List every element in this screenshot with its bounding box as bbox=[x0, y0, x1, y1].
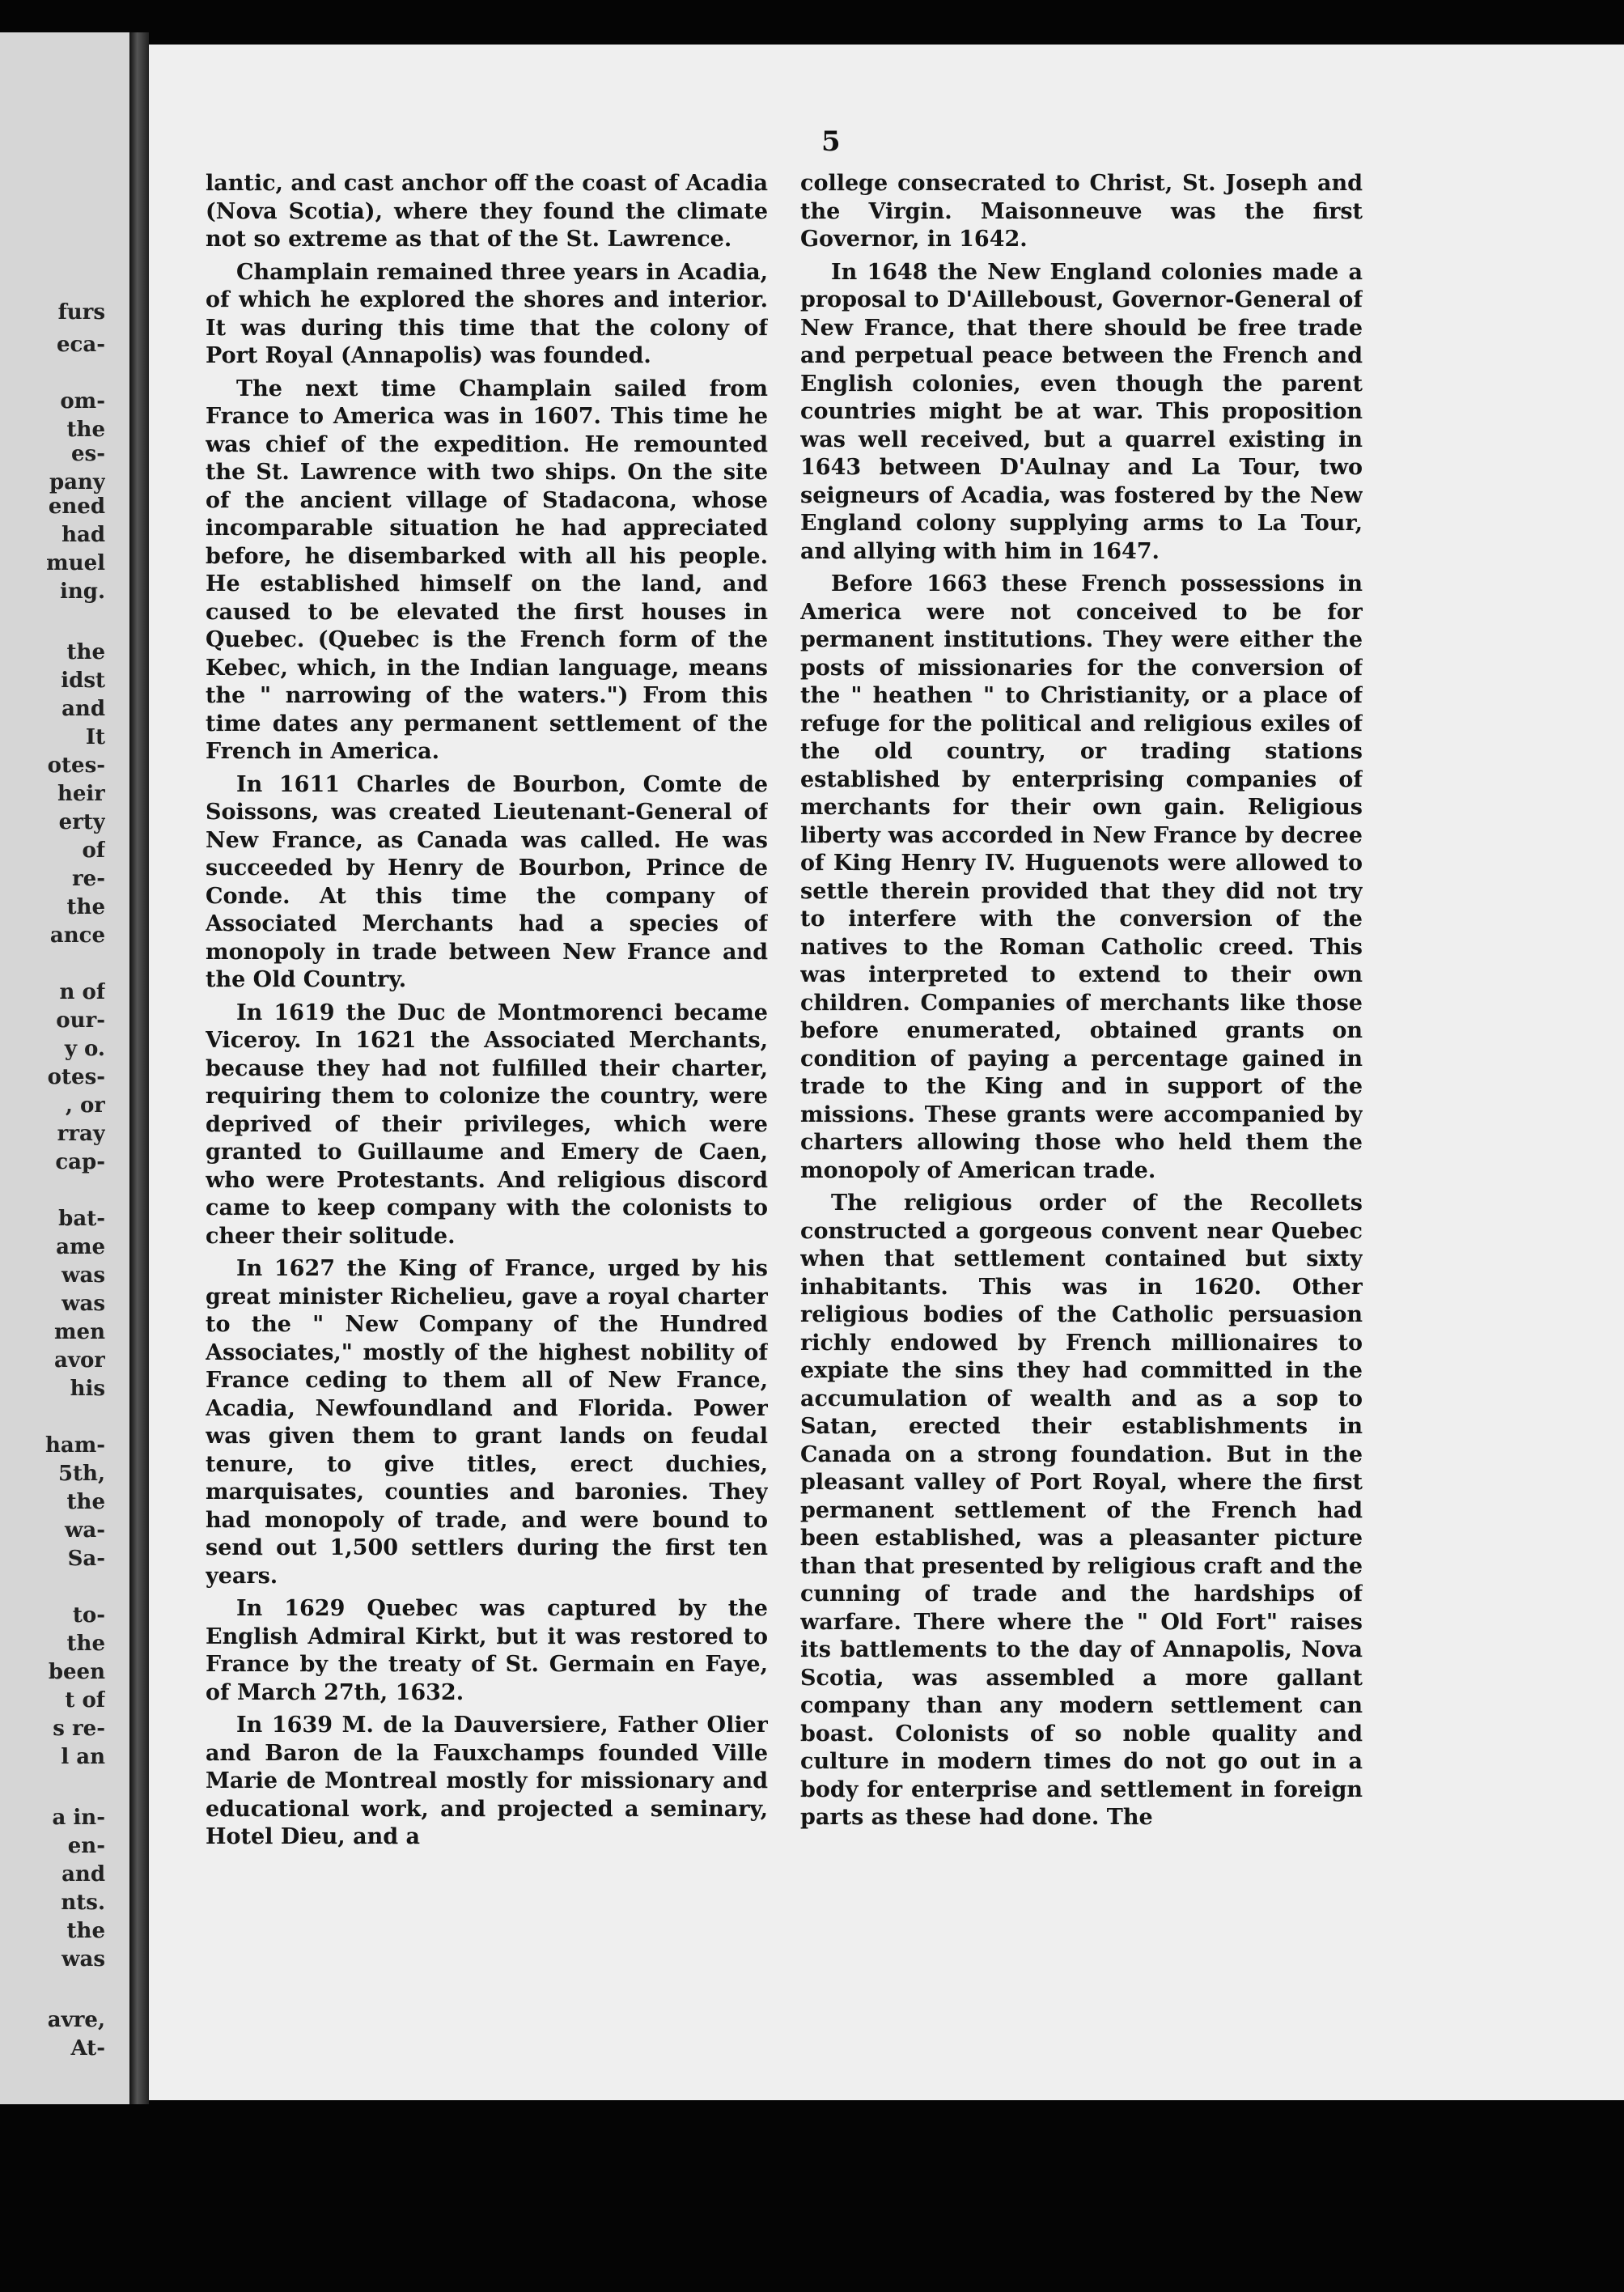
facing-page-text-fragment: es- bbox=[71, 442, 105, 466]
facing-page-text-fragment: ham- bbox=[45, 1433, 105, 1458]
facing-page-text-fragment: n of bbox=[59, 980, 105, 1004]
right-text-column bbox=[800, 170, 1363, 1991]
facing-page-text-fragment: was bbox=[61, 1947, 105, 1972]
facing-page-text-fragment: ened bbox=[48, 494, 105, 519]
facing-page-text-fragment: the bbox=[66, 640, 105, 664]
facing-page-text-fragment: the bbox=[66, 1919, 105, 1943]
facing-page-text-fragment: idst bbox=[61, 668, 105, 693]
facing-page-text-fragment: our- bbox=[56, 1008, 105, 1033]
page-number: 5 bbox=[821, 125, 841, 158]
facing-page-text-fragment: the bbox=[66, 895, 105, 919]
facing-page-text-fragment: avre, bbox=[47, 2008, 105, 2032]
facing-page-text-fragment: his bbox=[70, 1377, 105, 1401]
paragraph: The next time Champlain sailed from France to America was in 1607. This time he was chief of the expedition. He remounted the St. Lawrence with two ships. On the site of the ancient village of Stadacona, whose incomparable situation he had appreciated before, he disembarked with all his people. He established himself on the land, and caused to be elevated the first houses in Quebec. (Quebec is the French form of the Kebec, which, in the Indian language, means the " narrowing of the waters.") From this time dates any permanent settlement of the French in America. bbox=[206, 376, 768, 764]
facing-page-text-fragment: om- bbox=[60, 389, 105, 414]
facing-page-text-fragment: bat- bbox=[58, 1207, 105, 1231]
facing-page-text-fragment: It bbox=[85, 725, 105, 749]
facing-page-text-fragment: en- bbox=[67, 1834, 105, 1858]
facing-page-text-fragment: , or bbox=[65, 1093, 105, 1118]
paragraph: In 1648 the New England colonies made a proposal to D'Ailleboust, Governor-General of New France, that there should be free trade and perpetual peace between the French and English colonies, even though the parent countries might be at war. This proposition was well received, but a quarrel existing in 1643 between D'Aulnay and La Tour, two seigneurs of Acadia, was fostered by the New England colony supplying arms to La Tour, and allying with him in 1647. bbox=[800, 259, 1363, 564]
document-page bbox=[149, 45, 1624, 2100]
paragraph: lantic, and cast anchor off the coast of Acadia (Nova Scotia), where they found the climate not so extreme as that of the St. Lawrence. bbox=[206, 171, 768, 252]
facing-page-text-fragment: otes- bbox=[47, 753, 105, 778]
facing-page-text-fragment: l an bbox=[61, 1745, 105, 1769]
book-gutter bbox=[129, 32, 149, 2104]
facing-page-text-fragment: ance bbox=[49, 923, 105, 948]
facing-page-text-fragment: Sa- bbox=[67, 1547, 105, 1571]
facing-page-text-fragment: ame bbox=[56, 1235, 105, 1259]
paragraph: Before 1663 these French possessions in America were not conceived to be for permanent institutions. They were either the posts of missionaries for the conversion of the " heathen " to Christianity, or a place of refuge for the political and religious exiles of the old country, or trading stations established by enterprising companies of merchants for their own gain. Religious liberty was accorded in New France by decree of King Henry IV. Huguenots were allowed to settle therein provided that they did not try to interfere with the conversion of the natives to the Roman Catholic creed. This was interpreted to extend to their own children. Companies of merchants like those before enumerated, obtained grants on condition of paying a percentage gained in trade to the King and in support of the missions. These grants were accompanied by charters allowing those who held them the monopoly of American trade. bbox=[800, 571, 1363, 1183]
facing-page-text-fragment: pany bbox=[49, 470, 105, 494]
facing-page-text-fragment: heir bbox=[57, 782, 105, 806]
facing-page-text-fragment: was bbox=[61, 1263, 105, 1288]
paragraph: In 1611 Charles de Bourbon, Comte de Soissons, was created Lieutenant-General of New France, as Canada was called. He was succeeded by Henry de Bourbon, Prince de Conde. At this time the company of Associated Merchants had a species of monopoly in trade between New France and the Old Country. bbox=[206, 771, 768, 992]
facing-page-text-fragment: avor bbox=[54, 1348, 105, 1373]
paragraph: In 1619 the Duc de Montmorenci became Viceroy. In 1621 the Associated Merchants, because they had not fulfilled their charter, requiring them to colonize the country, were deprived of their privileges, which were granted to Guillaume and Emery de Caen, who were Protestants. And religious discord came to keep company with the colonists to cheer their solitude. bbox=[206, 1000, 768, 1249]
facing-page-text-fragment: s re- bbox=[53, 1717, 105, 1741]
facing-page-text-fragment: the bbox=[66, 418, 105, 442]
left-text-column bbox=[206, 170, 768, 1991]
facing-page-text-fragment: At- bbox=[70, 2036, 105, 2061]
facing-page-text-fragment: 5th, bbox=[57, 1462, 105, 1486]
paragraph: Champlain remained three years in Acadia, of which he explored the shores and interior. It was during this time that the colony of Port Royal (Annapolis) was founded. bbox=[206, 259, 768, 368]
facing-page-text-fragment: rray bbox=[57, 1122, 105, 1146]
facing-page-text-fragment: men bbox=[54, 1320, 105, 1344]
facing-page-text-fragment: cap- bbox=[55, 1150, 105, 1174]
facing-page-text-fragment: and bbox=[61, 1862, 105, 1887]
facing-page-text-fragment: nts. bbox=[61, 1891, 105, 1915]
paragraph: college consecrated to Christ, St. Joseph and the Virgin. Maisonneuve was the first Governor, in 1642. bbox=[800, 171, 1363, 252]
facing-page-text-fragment: the bbox=[66, 1490, 105, 1514]
facing-page-text-fragment: was bbox=[61, 1292, 105, 1316]
facing-page-text-fragment: furs bbox=[57, 300, 105, 325]
facing-page-text-fragment: of bbox=[82, 838, 105, 863]
facing-page-text-fragment: ing. bbox=[59, 579, 105, 604]
paragraph: In 1639 M. de la Dauversiere, Father Olier and Baron de la Fauxchamps founded Ville Marie de Montreal mostly for missionary and educational work, and projected a seminary, Hotel Dieu, and a bbox=[206, 1713, 768, 1849]
facing-page-text-fragment: t of bbox=[65, 1688, 105, 1713]
facing-page-text-fragment: otes- bbox=[47, 1065, 105, 1089]
paragraph: The religious order of the Recollets constructed a gorgeous convent near Quebec when that settlement contained but sixty inhabitants. This was in 1620. Other religious bodies of the Catholic persuasion richly endowed by French millionaires to expiate the sins they had committed in the accumulation of wealth and as a sop to Satan, erected their establishments in Canada on a strong foundation. But in the pleasant valley of Port Royal, where the first permanent settlement of the French had been established, was a pleasanter picture than that presented by religious craft and the cunning of trade and the hardships of warfare. There where the " Old Fort" raises its battlements to the day of Annapolis, Nova Scotia, was assembled a more gallant company than any modern settlement can boast. Colonists of so noble quality and culture in modern times do not go out in a body for enterprise and settlement in foreign parts as these had done. The bbox=[800, 1191, 1363, 1830]
paragraph: In 1627 the King of France, urged by his great minister Richelieu, gave a royal charter to the " New Company of the Hundred Associates," mostly of the highest nobility of France ceding to them all of New France, Acadia, Newfoundland and Florida. Power was given them to grant lands on feudal tenure, to give titles, erect duchies, marquisates, counties and baronies. They had monopoly of trade, and were bound to send out 1,500 settlers during the first ten years. bbox=[206, 1256, 768, 1589]
facing-page-text-fragment: had bbox=[61, 523, 105, 547]
paragraph: In 1629 Quebec was captured by the English Admiral Kirkt, but it was restored to France by the treaty of St. Germain en Faye, of March 27th, 1632. bbox=[206, 1596, 768, 1705]
facing-page-text-fragment: to- bbox=[72, 1603, 105, 1628]
facing-page-text-fragment: re- bbox=[71, 867, 105, 891]
facing-page-text-fragment: been bbox=[48, 1660, 105, 1684]
facing-page-text-fragment: eca- bbox=[56, 333, 105, 357]
facing-page-text-fragment: and bbox=[61, 697, 105, 721]
facing-page-text-fragment: erty bbox=[58, 810, 105, 834]
facing-page-text-fragment: wa- bbox=[64, 1518, 105, 1543]
facing-page-text-fragment: muel bbox=[46, 551, 105, 575]
facing-page-edge bbox=[0, 32, 129, 2104]
facing-page-text-fragment: y o. bbox=[64, 1037, 105, 1061]
facing-page-text-fragment: a in- bbox=[52, 1806, 105, 1830]
facing-page-text-fragment: the bbox=[66, 1632, 105, 1656]
